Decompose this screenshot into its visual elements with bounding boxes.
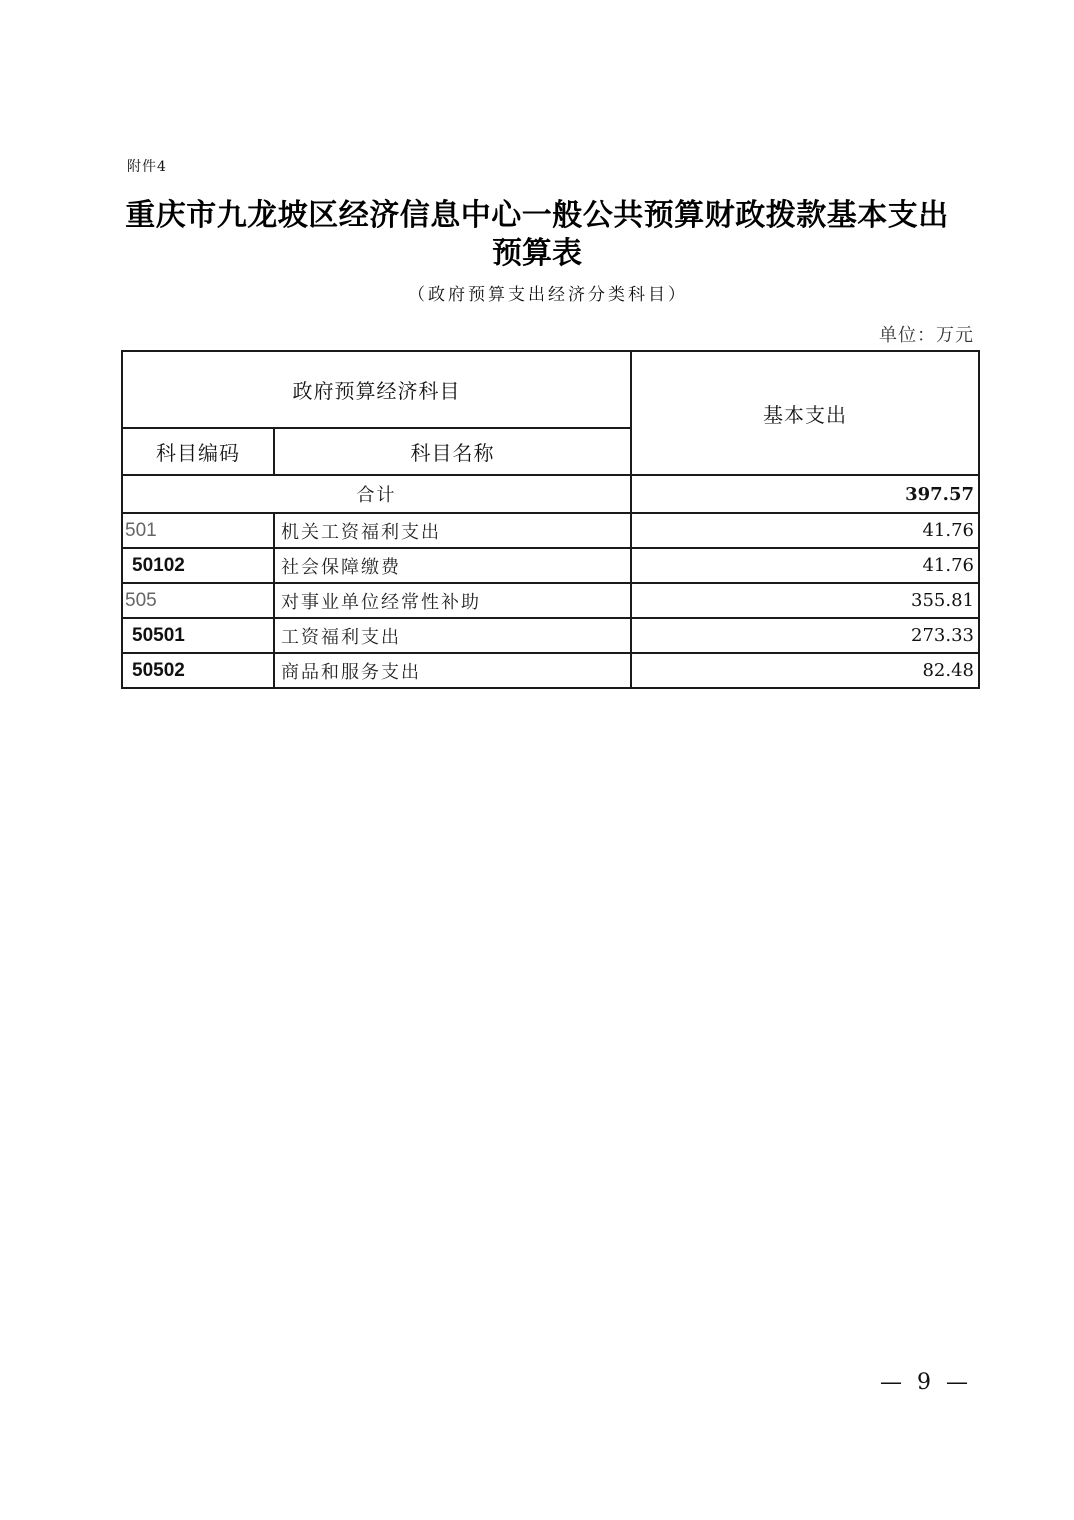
- total-value: 397.57: [631, 475, 979, 513]
- row-amount: 41.76: [631, 513, 979, 548]
- row-amount: 82.48: [631, 653, 979, 688]
- row-code: 50501: [122, 618, 274, 653]
- budget-table: [121, 350, 980, 689]
- table-row: [122, 653, 979, 688]
- row-name: 社会保障缴费: [274, 548, 631, 583]
- header-group: 政府预算经济科目: [122, 351, 631, 428]
- header-amount: 基本支出: [631, 351, 979, 475]
- table-row: [122, 618, 979, 653]
- total-row: [122, 475, 979, 513]
- row-amount: 355.81: [631, 583, 979, 618]
- table-row: [122, 548, 979, 583]
- page-title-line1: 重庆市九龙坡区经济信息中心一般公共预算财政拨款基本支出: [125, 198, 949, 233]
- attachment-label: 附件4: [127, 159, 167, 175]
- row-code: 505: [122, 583, 274, 618]
- unit-label: 单位：万元: [879, 325, 974, 346]
- page-number: — 9 —: [880, 1370, 972, 1395]
- total-label: 合计: [122, 475, 631, 513]
- row-name: 对事业单位经常性补助: [274, 583, 631, 618]
- row-code: 50102: [122, 548, 274, 583]
- row-code: 501: [122, 513, 274, 548]
- row-amount: 273.33: [631, 618, 979, 653]
- row-amount: 41.76: [631, 548, 979, 583]
- subtitle: （政府预算支出经济分类科目）: [408, 285, 688, 305]
- row-name: 机关工资福利支出: [274, 513, 631, 548]
- header-name: 科目名称: [274, 428, 631, 475]
- table-row: [122, 583, 979, 618]
- table-row: [122, 513, 979, 548]
- row-name: 商品和服务支出: [274, 653, 631, 688]
- row-name: 工资福利支出: [274, 618, 631, 653]
- row-code: 50502: [122, 653, 274, 688]
- page-title-line2: 预算表: [492, 236, 582, 271]
- header-code: 科目编码: [122, 428, 274, 475]
